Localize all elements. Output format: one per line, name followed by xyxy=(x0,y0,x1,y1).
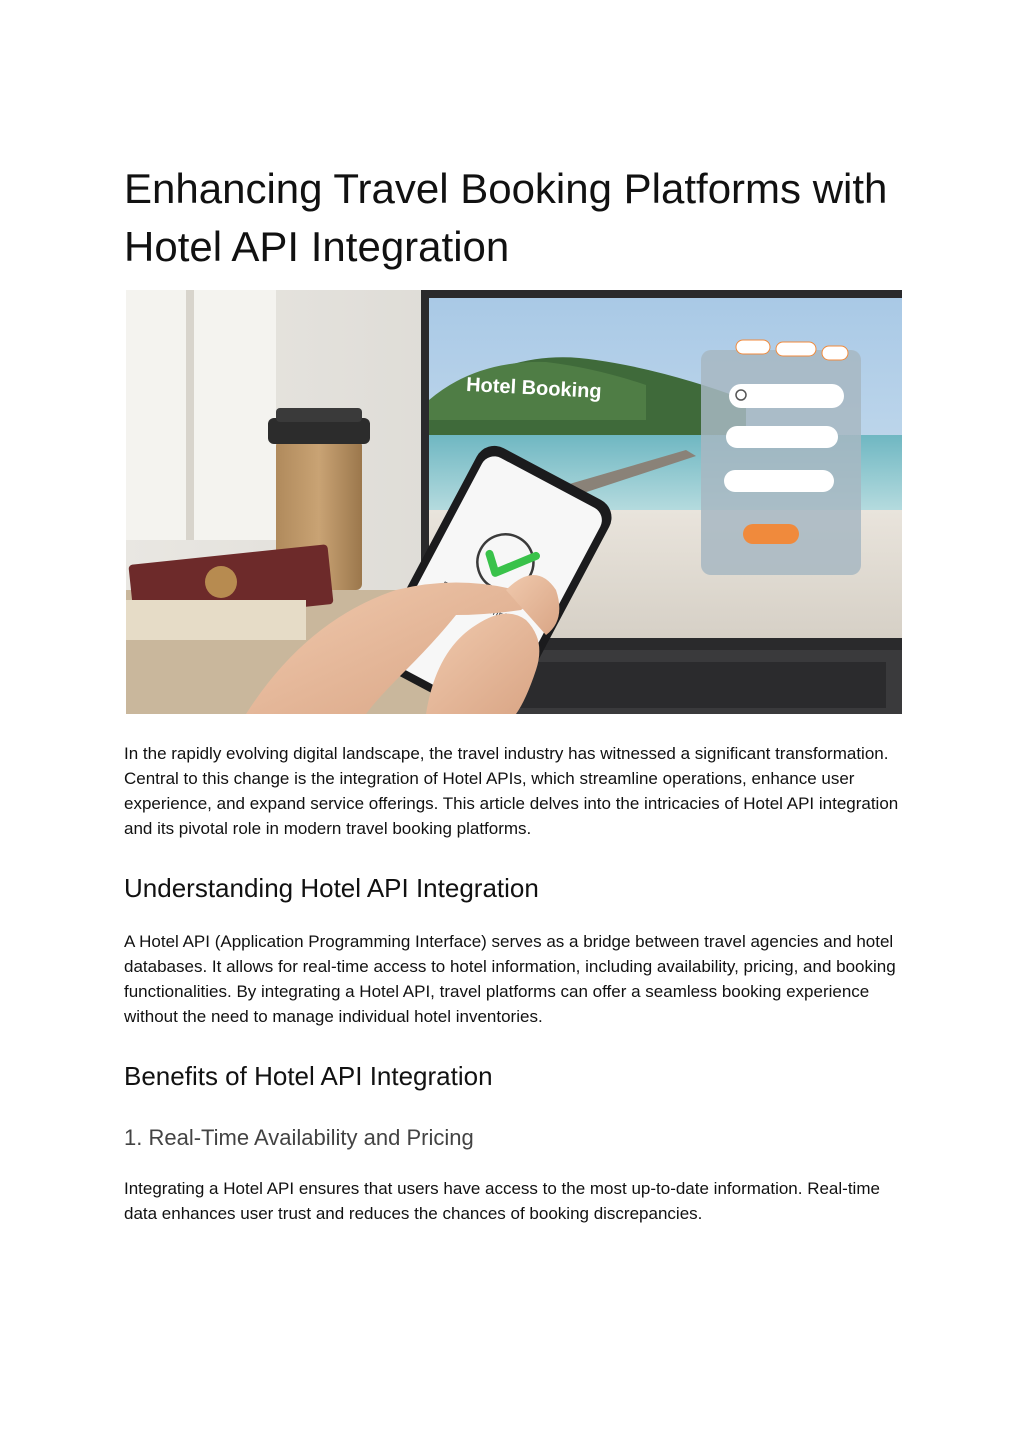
intro-paragraph: In the rapidly evolving digital landscape, the travel industry has witnessed a significant transformation. Central to this change is the integration of Hotel APIs, which streamline operations, enhance user experience, and expand service offerings. This article delves into the intricacies of Hotel API integration and its pivotal role in modern travel booking platforms. xyxy=(124,744,899,838)
page-title: Enhancing Travel Booking Platforms with Hotel API Integration xyxy=(124,165,888,270)
booking-panel xyxy=(701,340,861,575)
subheading-real-time: 1. Real-Time Availability and Pricing xyxy=(124,1125,474,1150)
section-heading-benefits: Benefits of Hotel API Integration xyxy=(124,1061,493,1091)
hero-image xyxy=(126,290,902,714)
screen-heading: Hotel Booking xyxy=(465,373,603,403)
window-frame xyxy=(126,290,276,540)
section-heading-understanding: Understanding Hotel API Integration xyxy=(124,873,539,903)
window-bar xyxy=(186,290,194,540)
understanding-paragraph: A Hotel API (Application Programming Interface) serves as a bridge between travel agencies and hotel databases. It allows for real-time access to hotel information, including availability, pricing, and booking functionalities. By integrating a Hotel API, travel platforms can offer a seamless booking experience without the need to manage individual hotel inventories. xyxy=(124,932,896,1026)
notebook xyxy=(126,600,306,640)
real-time-paragraph: Integrating a Hotel API ensures that users have access to the most up-to-date information. Real-time data enhances user trust and reduces the chances of booking discrepancies. xyxy=(124,1179,880,1223)
